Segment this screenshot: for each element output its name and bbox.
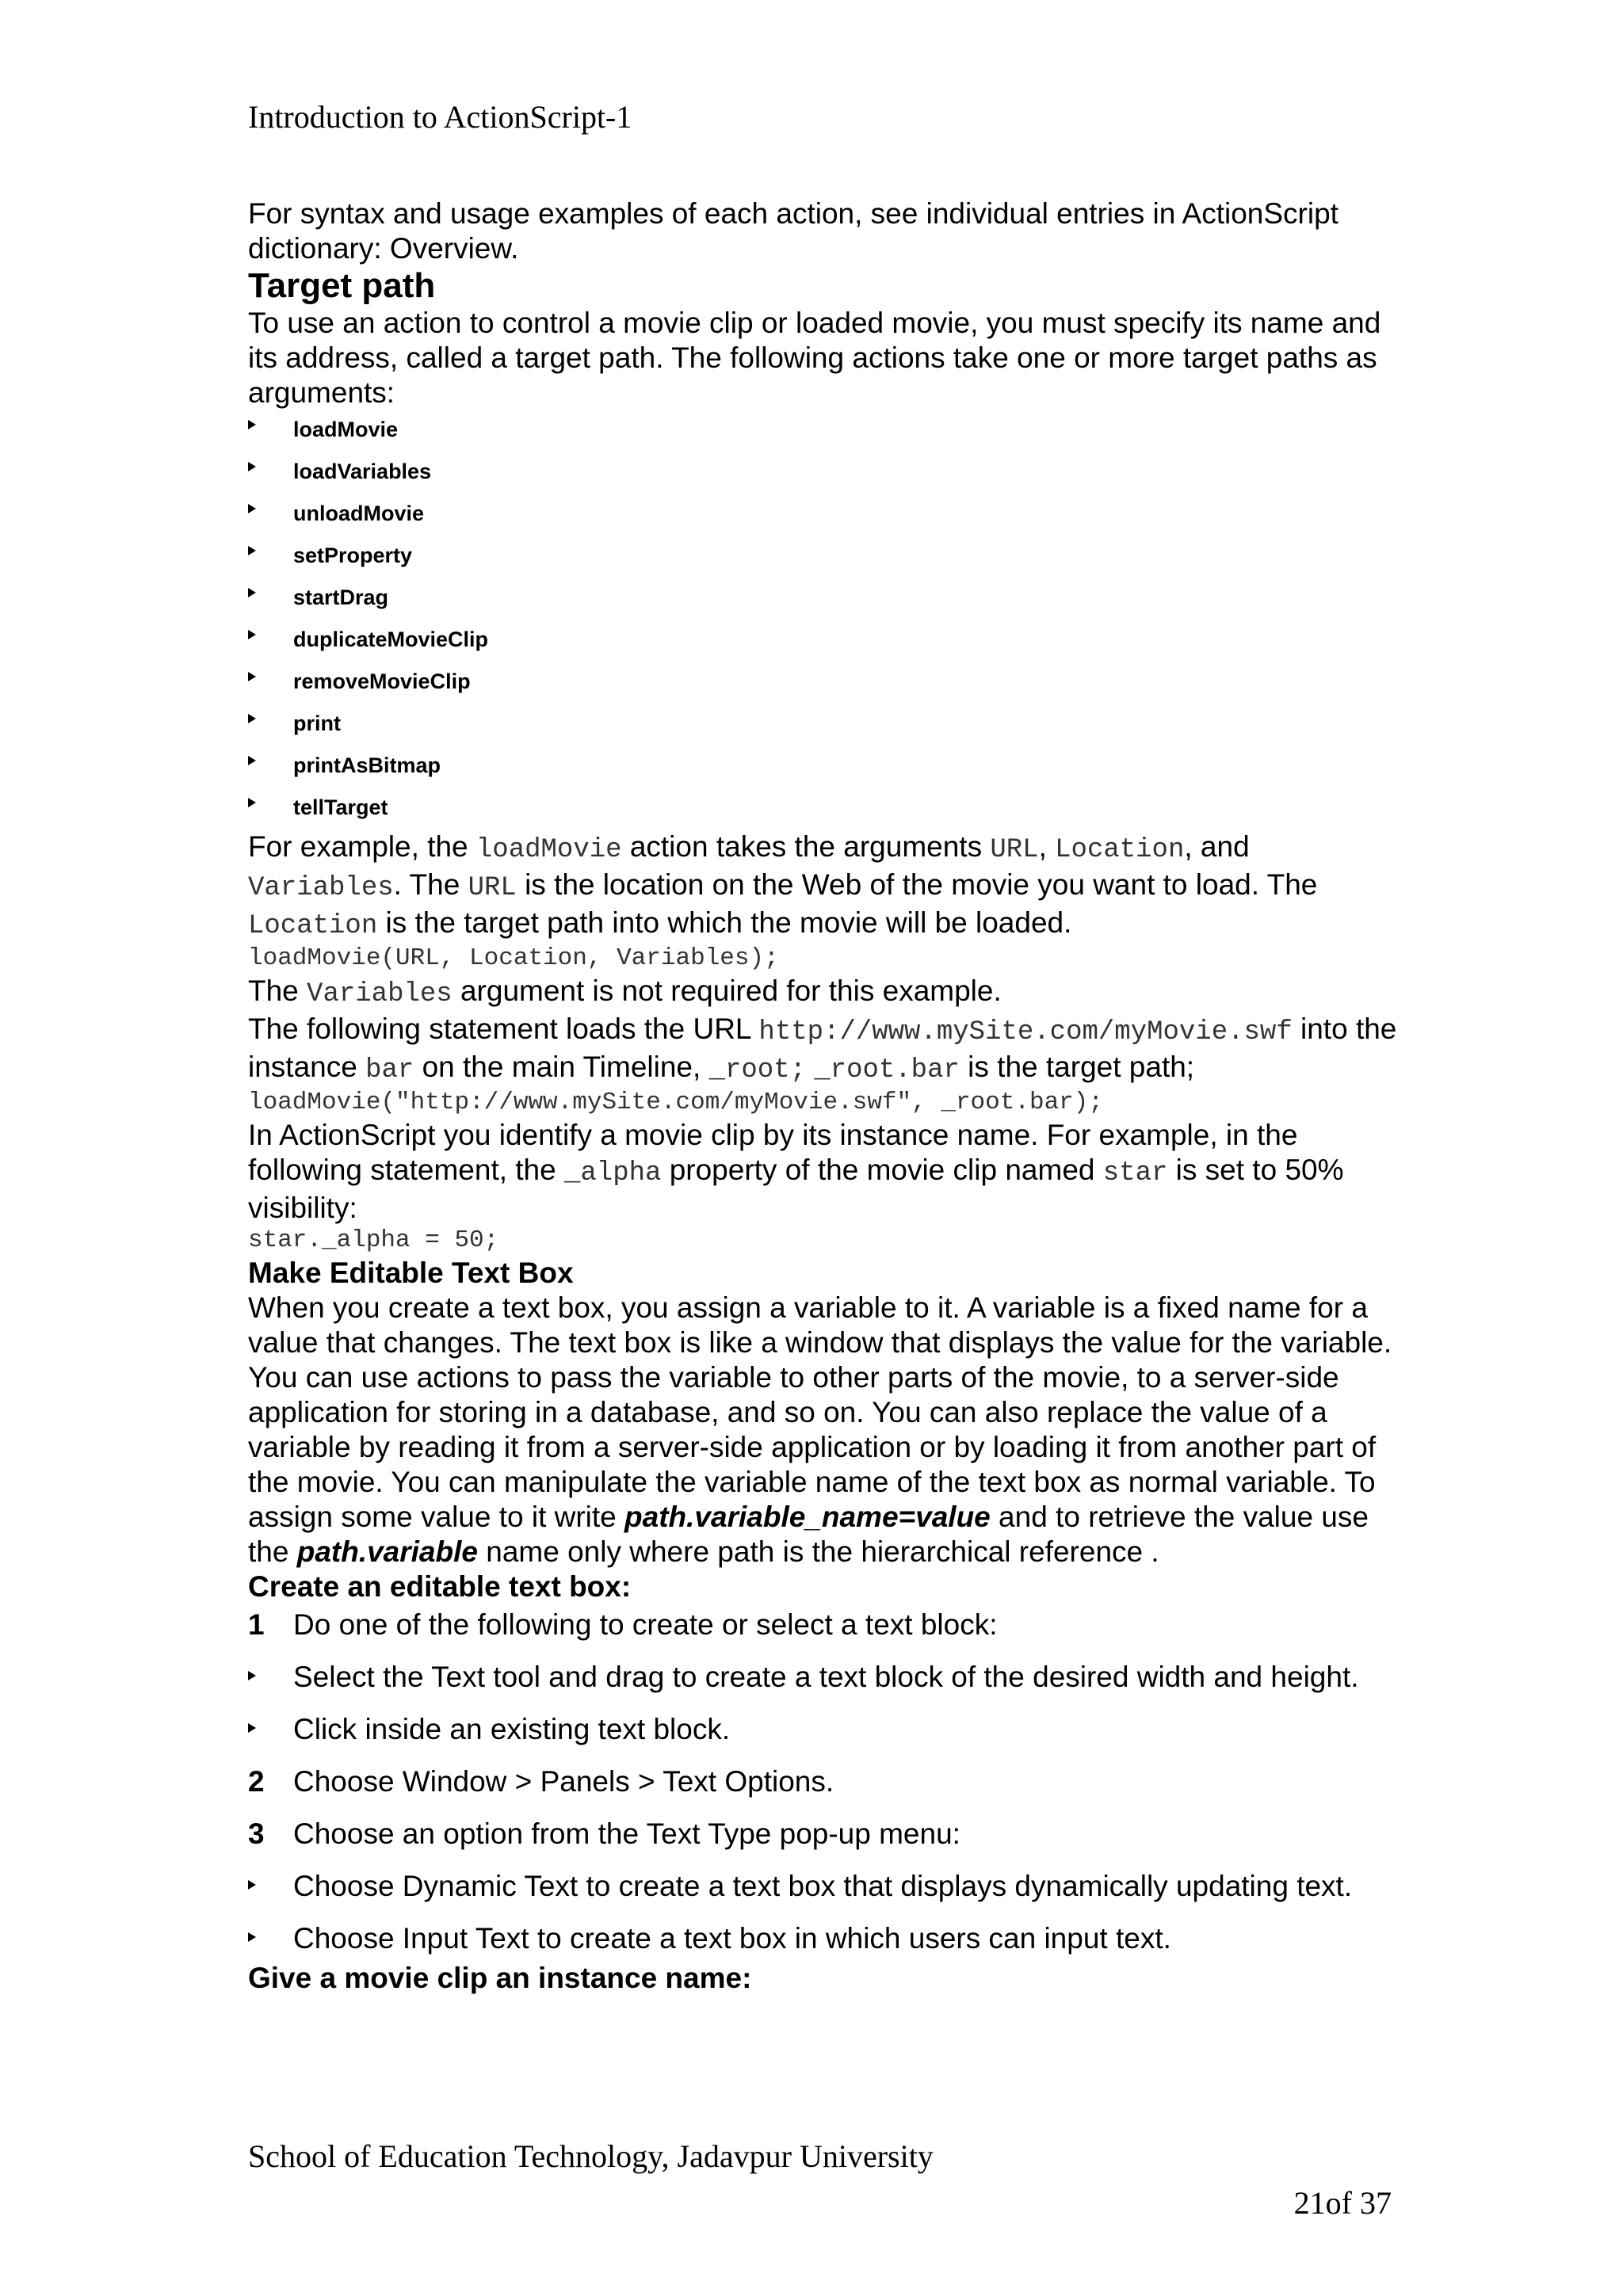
bullet-arrow-icon xyxy=(248,798,256,807)
statement-paragraph xyxy=(248,1012,1405,1088)
action-name: loadVariables xyxy=(293,460,432,483)
text-run: name only where path is the hierarchical reference . xyxy=(477,1535,1159,1568)
list-item xyxy=(248,751,1405,793)
bullet-arrow-icon xyxy=(248,672,256,681)
code-term: _root.bar xyxy=(814,1055,960,1085)
bullet-arrow-icon xyxy=(248,420,256,429)
code-term: Variables xyxy=(248,873,394,903)
step-item xyxy=(248,1869,1405,1904)
step-item xyxy=(248,1608,1405,1642)
create-heading: Create an editable text box: xyxy=(248,1570,632,1603)
text-run: When you create a text box, you assign a variable to it. A variable is a fixed name for a value that changes. The text box is like a window that displays the value for the variable. You can use actions to pass the variable to other parts of the movie, to a server-side application for storing in a database, and so on. You can also replace the value of a variable by reading it from a server-side application or by loading it from another part of the movie. You can manipulate the variable name of the text box as normal variable. To assign some value to it write xyxy=(248,1291,1392,1533)
emphasis-term: path.variable xyxy=(296,1535,478,1568)
code-term: loadMovie xyxy=(475,835,622,865)
text-run: The following statement loads the URL xyxy=(248,1013,759,1045)
action-name: startDrag xyxy=(293,585,389,609)
example-paragraph xyxy=(248,830,1405,944)
code-term: http://www.mySite.com/myMovie.swf xyxy=(758,1017,1293,1047)
intro-paragraph: For syntax and usage examples of each action, see individual entries in ActionScript dictionary: Overview. xyxy=(248,197,1338,265)
step-text: Choose Dynamic Text to create a text box that displays dynamically updating text. xyxy=(293,1870,1353,1902)
step-number: 2 xyxy=(248,1765,265,1798)
text-run: is the location on the Web of the movie you want to load. The xyxy=(516,868,1318,901)
code-term: URL xyxy=(990,835,1039,865)
list-item xyxy=(248,625,1405,667)
editable-paragraph xyxy=(248,1291,1405,1569)
bullet-arrow-icon xyxy=(248,504,256,513)
editable-heading: Make Editable Text Box xyxy=(248,1257,574,1289)
list-item xyxy=(248,709,1405,751)
action-name: tellTarget xyxy=(293,795,388,819)
step-text: Choose Input Text to create a text box in which users can input text. xyxy=(293,1922,1171,1955)
list-item xyxy=(248,457,1405,499)
list-item xyxy=(248,415,1405,457)
step-text: Do one of the following to create or select a text block: xyxy=(293,1608,998,1641)
page-footer: School of Education Technology, Jadavpur University xyxy=(248,2138,934,2174)
action-name: print xyxy=(293,711,341,735)
step-number: 3 xyxy=(248,1817,265,1850)
instance-heading: Give a movie clip an instance name: xyxy=(248,1962,752,1994)
text-run: For example, the xyxy=(248,830,476,863)
list-item xyxy=(248,667,1405,709)
text-run: is the target path into which the movie will be loaded. xyxy=(377,906,1072,939)
step-text: Choose Window > Panels > Text Options. xyxy=(293,1765,834,1798)
target-path-paragraph: To use an action to control a movie clip or loaded movie, you must specify its name and its address, called a target path. The following actions take one or more target paths as arguments: xyxy=(248,307,1381,409)
target-path-heading: Target path xyxy=(248,266,436,305)
text-run: In ActionScript you identify a movie clip by its instance name. For example, in the following statement, the xyxy=(248,1119,1298,1186)
bullet-arrow-icon xyxy=(248,1932,256,1942)
bullet-arrow-icon xyxy=(248,588,256,597)
bullet-arrow-icon xyxy=(248,1671,256,1680)
text-run: argument is not required for this example. xyxy=(452,974,1002,1007)
step-item xyxy=(248,1817,1405,1852)
steps-list xyxy=(248,1608,1405,1956)
list-item xyxy=(248,583,1405,625)
step-item xyxy=(248,1764,1405,1799)
action-name: loadMovie xyxy=(293,418,399,441)
code-term: Location xyxy=(1055,835,1185,865)
list-item xyxy=(248,541,1405,583)
text-run: The xyxy=(248,974,307,1007)
action-name: setProperty xyxy=(293,543,413,567)
action-name: duplicateMovieClip xyxy=(293,627,489,651)
text-run: is the target path; xyxy=(959,1051,1195,1083)
text-run: is set to 50% visibility: xyxy=(248,1154,1344,1224)
bullet-arrow-icon xyxy=(248,1880,256,1890)
text-run xyxy=(806,1051,814,1083)
text-run: on the main Timeline, xyxy=(414,1051,709,1083)
identify-paragraph xyxy=(248,1118,1405,1226)
action-name: unloadMovie xyxy=(293,502,425,525)
step-text: Choose an option from the Text Type pop-up menu: xyxy=(293,1817,960,1850)
list-item xyxy=(248,793,1405,825)
step-number: 1 xyxy=(248,1608,265,1641)
code-term: Location xyxy=(248,911,378,941)
bullet-arrow-icon xyxy=(248,714,256,723)
code-term: _alpha xyxy=(564,1158,662,1188)
code-term: _root; xyxy=(708,1055,806,1085)
text-run: , xyxy=(1038,830,1056,863)
bullet-arrow-icon xyxy=(248,546,256,555)
page-number: 21of 37 xyxy=(1293,2185,1392,2221)
code-line: loadMovie(URL, Location, Variables); xyxy=(248,944,779,972)
bullet-arrow-icon xyxy=(248,1723,256,1733)
step-text: Click inside an existing text block. xyxy=(293,1713,731,1745)
text-run: action takes the arguments xyxy=(621,830,991,863)
code-term: URL xyxy=(468,873,517,903)
action-name: removeMovieClip xyxy=(293,669,471,693)
action-name: printAsBitmap xyxy=(293,753,441,777)
code-line: star._alpha = 50; xyxy=(248,1226,499,1254)
step-item xyxy=(248,1712,1405,1747)
code-term: bar xyxy=(365,1055,414,1085)
code-line: loadMovie("http://www.mySite.com/myMovie.swf", _root.bar); xyxy=(248,1089,1103,1116)
step-text: Select the Text tool and drag to create a text block of the desired width and height. xyxy=(293,1661,1359,1693)
action-list xyxy=(248,415,1405,825)
text-run: property of the movie clip named xyxy=(661,1154,1103,1186)
bullet-arrow-icon xyxy=(248,462,256,471)
page-content xyxy=(248,196,1405,1996)
step-item xyxy=(248,1660,1405,1695)
page-header: Introduction to ActionScript-1 xyxy=(248,99,632,135)
variables-note xyxy=(248,974,1405,1012)
code-term: star xyxy=(1102,1158,1168,1188)
bullet-arrow-icon xyxy=(248,756,256,765)
emphasis-term: path.variable_name=value xyxy=(624,1501,991,1533)
step-item xyxy=(248,1921,1405,1956)
text-run: into the instance xyxy=(248,1013,1397,1083)
code-term: Variables xyxy=(307,979,453,1009)
list-item xyxy=(248,499,1405,541)
text-run: and to retrieve the value use the xyxy=(248,1501,1369,1568)
bullet-arrow-icon xyxy=(248,630,256,639)
text-run: . The xyxy=(393,868,468,901)
text-run: , and xyxy=(1184,830,1250,863)
